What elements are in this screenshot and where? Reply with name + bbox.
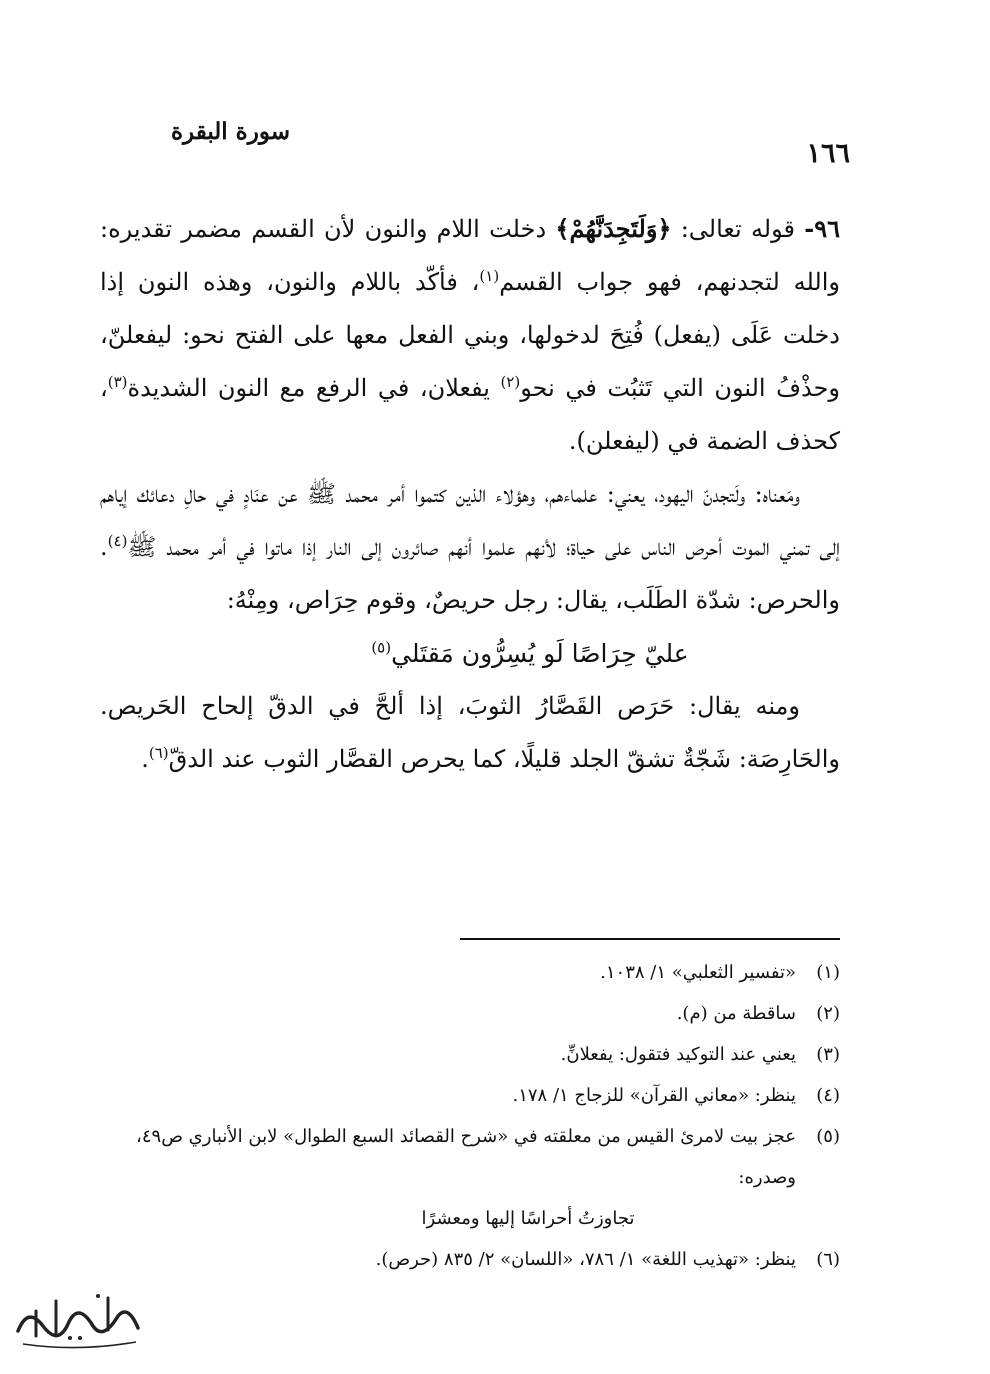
footnote-number: (٢) bbox=[816, 1003, 840, 1024]
main-text bbox=[100, 202, 840, 786]
paragraph-text: يفعلان، في الرفع مع النون الشديدة bbox=[127, 374, 501, 402]
footnote-ref: (٥) bbox=[371, 638, 392, 657]
paragraph-text: . والحرص: شدّة الطَلَب، يقال: رجل حريصٌ، وقوم حِرَاص، ومِنْهُ: bbox=[100, 533, 840, 614]
paragraph-text: قوله تعالى: bbox=[671, 215, 805, 243]
surah-title: سورة البقرة bbox=[170, 118, 290, 145]
footnote-number: (٤) bbox=[816, 1085, 840, 1106]
entry-number: ٩٦- bbox=[804, 214, 840, 243]
paragraph-meaning bbox=[100, 468, 840, 627]
poetry-verse bbox=[100, 627, 840, 680]
footnote-text: يعني عند التوكيد فتقول: يفعلانِّ. bbox=[560, 1044, 796, 1065]
footnote-ref: (١) bbox=[479, 267, 500, 285]
footnote-ref: (٤) bbox=[107, 532, 128, 550]
paragraph-text: ، كحذف الضمة في (ليفعلن). bbox=[100, 374, 840, 455]
footnote bbox=[100, 952, 840, 993]
footnote-text: عجز بيت لامرئ القيس من معلقته في «شرح القصائد السبع الطوال» لابن الأنباري ص٤٩، وصدره: bbox=[136, 1126, 796, 1188]
paragraph-text: . bbox=[141, 745, 149, 773]
footnote bbox=[100, 1075, 840, 1116]
footnote-number: (١) bbox=[816, 962, 840, 983]
footnote bbox=[100, 1034, 840, 1075]
footnote-divider bbox=[460, 938, 840, 940]
footnote-verse: تجاوزتُ أحراسًا إليها ومعشرًا bbox=[421, 1208, 635, 1229]
footnote-ref: (٦) bbox=[148, 744, 169, 762]
paragraph-text: دخلت اللام والنون لأن القسم مضمر تقديره: والله لتجدنهم، فهو جواب القسم bbox=[100, 215, 840, 296]
footnote-text: ساقطة من (م). bbox=[676, 1003, 796, 1024]
paragraph-text: ومنه يقال: حَرَص القَصَّارُ الثوبَ، إذا ألحَّ في الدقّ إلحاح الحَريص. والحَارِصَة: شَجّةٌ تشقّ الجلد قليلًا، كما يحرص القصَّار الثوب عند الدقّ bbox=[100, 692, 840, 773]
publisher-logo bbox=[8, 1286, 148, 1356]
footnote-text: ينظر: «تهذيب اللغة» ١/ ٧٨٦، «اللسان» ٢/ ٨٣٥ (حرص). bbox=[375, 1249, 796, 1270]
footnote-number: (٥) bbox=[816, 1126, 840, 1147]
footnote bbox=[100, 1239, 840, 1280]
footnotes bbox=[100, 952, 840, 1280]
verse-text: عليّ حِرَاصًا لَو يُسِرُّون مَقتَلي bbox=[391, 639, 689, 668]
footnote bbox=[100, 993, 840, 1034]
footnote-ref: (٣) bbox=[107, 373, 128, 391]
footnote-ref: (٢) bbox=[500, 373, 521, 391]
paragraph-96 bbox=[100, 202, 840, 468]
paragraph-text: ، فأكّد باللام والنون، وهذه النون إذا دخلت عَلَى (يفعل) فُتِحَ لدخولها، وبني الفعل معها على الفتح نحو: ليفعلنّ، وحذْفُ النون التي تَثبُت في نحو bbox=[100, 268, 840, 402]
footnote-text: «تفسير الثعلبي» ١/ ١٠٣٨. bbox=[600, 962, 796, 983]
footnote-text: ينظر: «معاني القرآن» للزجاج ١/ ١٧٨. bbox=[512, 1085, 796, 1106]
footnote-number: (٦) bbox=[816, 1249, 840, 1270]
paragraph-hars bbox=[100, 680, 840, 786]
paragraph-text: ومَعناه: ولَتجدنّ اليهود، يعني: علماءهم، وهؤلاء الذين كتموا أمر محمد ﷺ عن عنَادٍ في حالِ دعائك إياهم إلى تمني الموت أحرص الناس على حياة؛ لأنهم علموا أنهم صائرون إلى النار إذا ماتوا في أمر محمد ﷺ bbox=[100, 480, 840, 561]
footnote bbox=[100, 1116, 840, 1239]
footnote-number: (٣) bbox=[816, 1044, 840, 1065]
page-header bbox=[150, 118, 850, 178]
page-number: ١٦٦ bbox=[806, 138, 850, 169]
quran-quote: ﴿وَلَتَجِدَنَّهُمْ﴾ bbox=[555, 214, 672, 243]
